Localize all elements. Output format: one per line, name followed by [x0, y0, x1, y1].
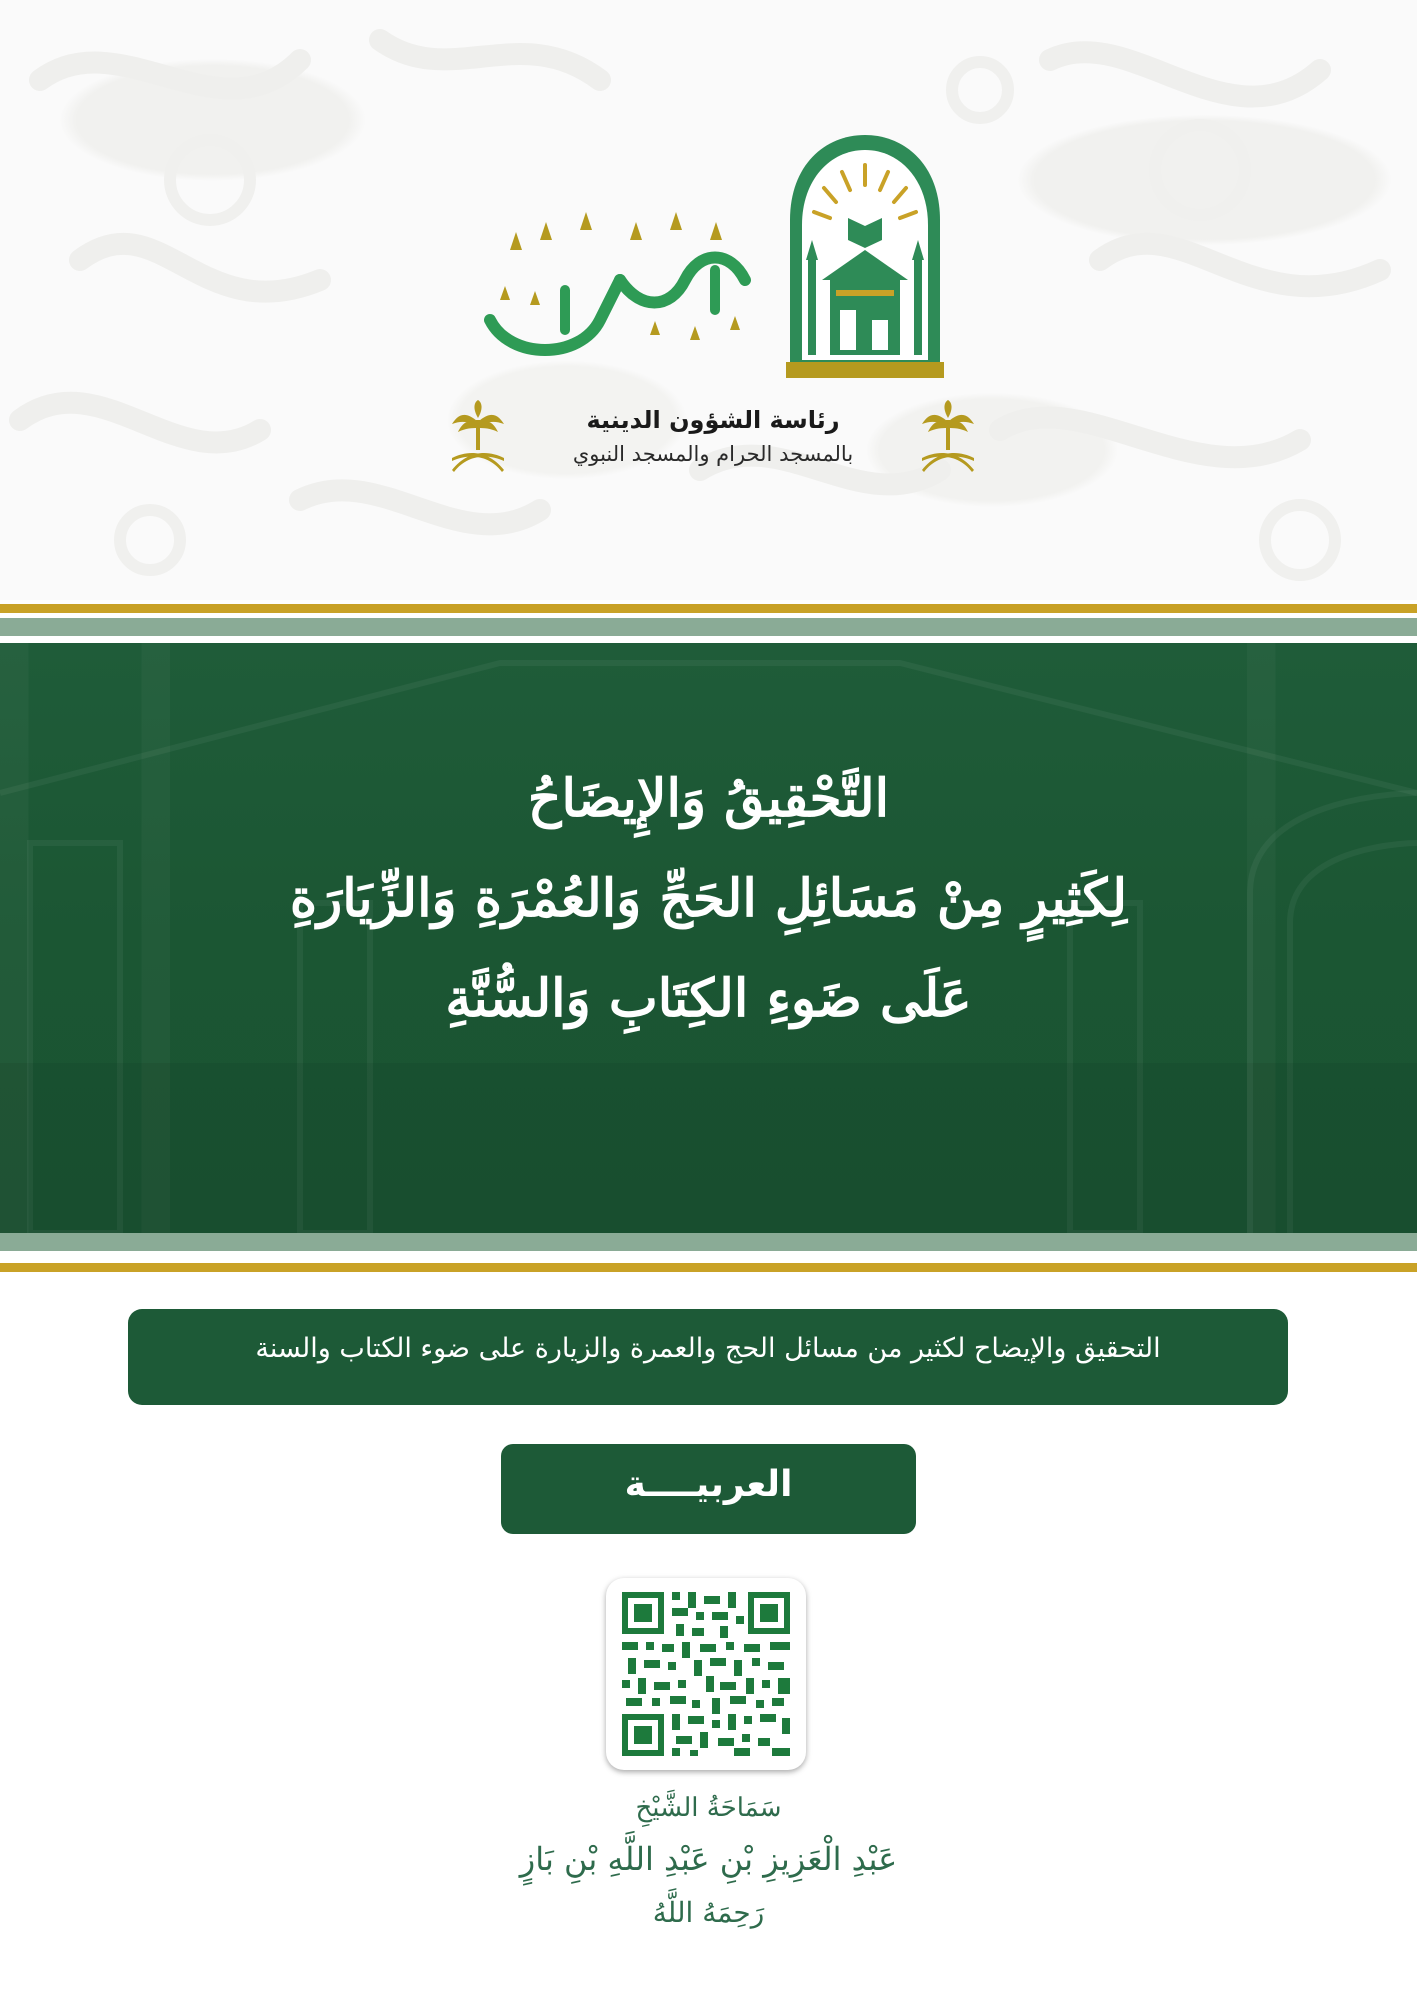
title-line-3: عَلَى ضَوءِ الكِتَابِ وَالسُّنَّةِ: [445, 968, 972, 1029]
author-prayer: رَحِمَهُ اللَّهُ: [652, 1896, 765, 1929]
palm-swords-emblem-icon: [918, 400, 978, 474]
grey-strip-bottom: [0, 1233, 1417, 1251]
grey-strip-top: [0, 618, 1417, 636]
mosque-interior-background-icon: [0, 643, 1417, 1233]
palm-swords-emblem-icon: [448, 400, 508, 474]
organization-header: [448, 400, 978, 480]
title-line-1: التَّحْقِيقُ وَالإِيضَاحُ: [527, 768, 890, 829]
author-honorific: سَمَاحَةُ الشَّيْخِ: [635, 1793, 782, 1823]
gold-divider-bottom: [0, 1263, 1417, 1272]
organization-subtitle: بالمسجد الحرام والمسجد النبوي: [572, 442, 854, 466]
language-label: العربيــــة: [624, 1464, 793, 1505]
organization-name: رئاسة الشؤون الدينية: [586, 406, 840, 434]
qr-code-icon: [622, 1592, 790, 1756]
title-line-2: لِكَثِيرٍ مِنْ مَسَائِلِ الحَجِّ وَالعُمْرَةِ وَالزِّيَارَةِ: [289, 868, 1128, 929]
language-badge: [501, 1444, 916, 1534]
gold-divider-top: [0, 604, 1417, 613]
qr-code-card[interactable]: [606, 1578, 806, 1770]
haramain-wordmark-icon: [470, 210, 770, 370]
kaaba-emblem-icon: [780, 130, 950, 382]
book-subtitle: التحقيق والإيضاح لكثير من مسائل الحج والعمرة والزيارة على ضوء الكتاب والسنة: [255, 1333, 1161, 1364]
title-banner: [0, 643, 1417, 1233]
subtitle-box: [128, 1309, 1288, 1405]
author-name: عَبْدِ الْعَزِيزِ بْنِ عَبْدِ اللَّهِ بْنِ بَازٍ: [519, 1840, 898, 1878]
haramain-logo: [460, 130, 960, 390]
